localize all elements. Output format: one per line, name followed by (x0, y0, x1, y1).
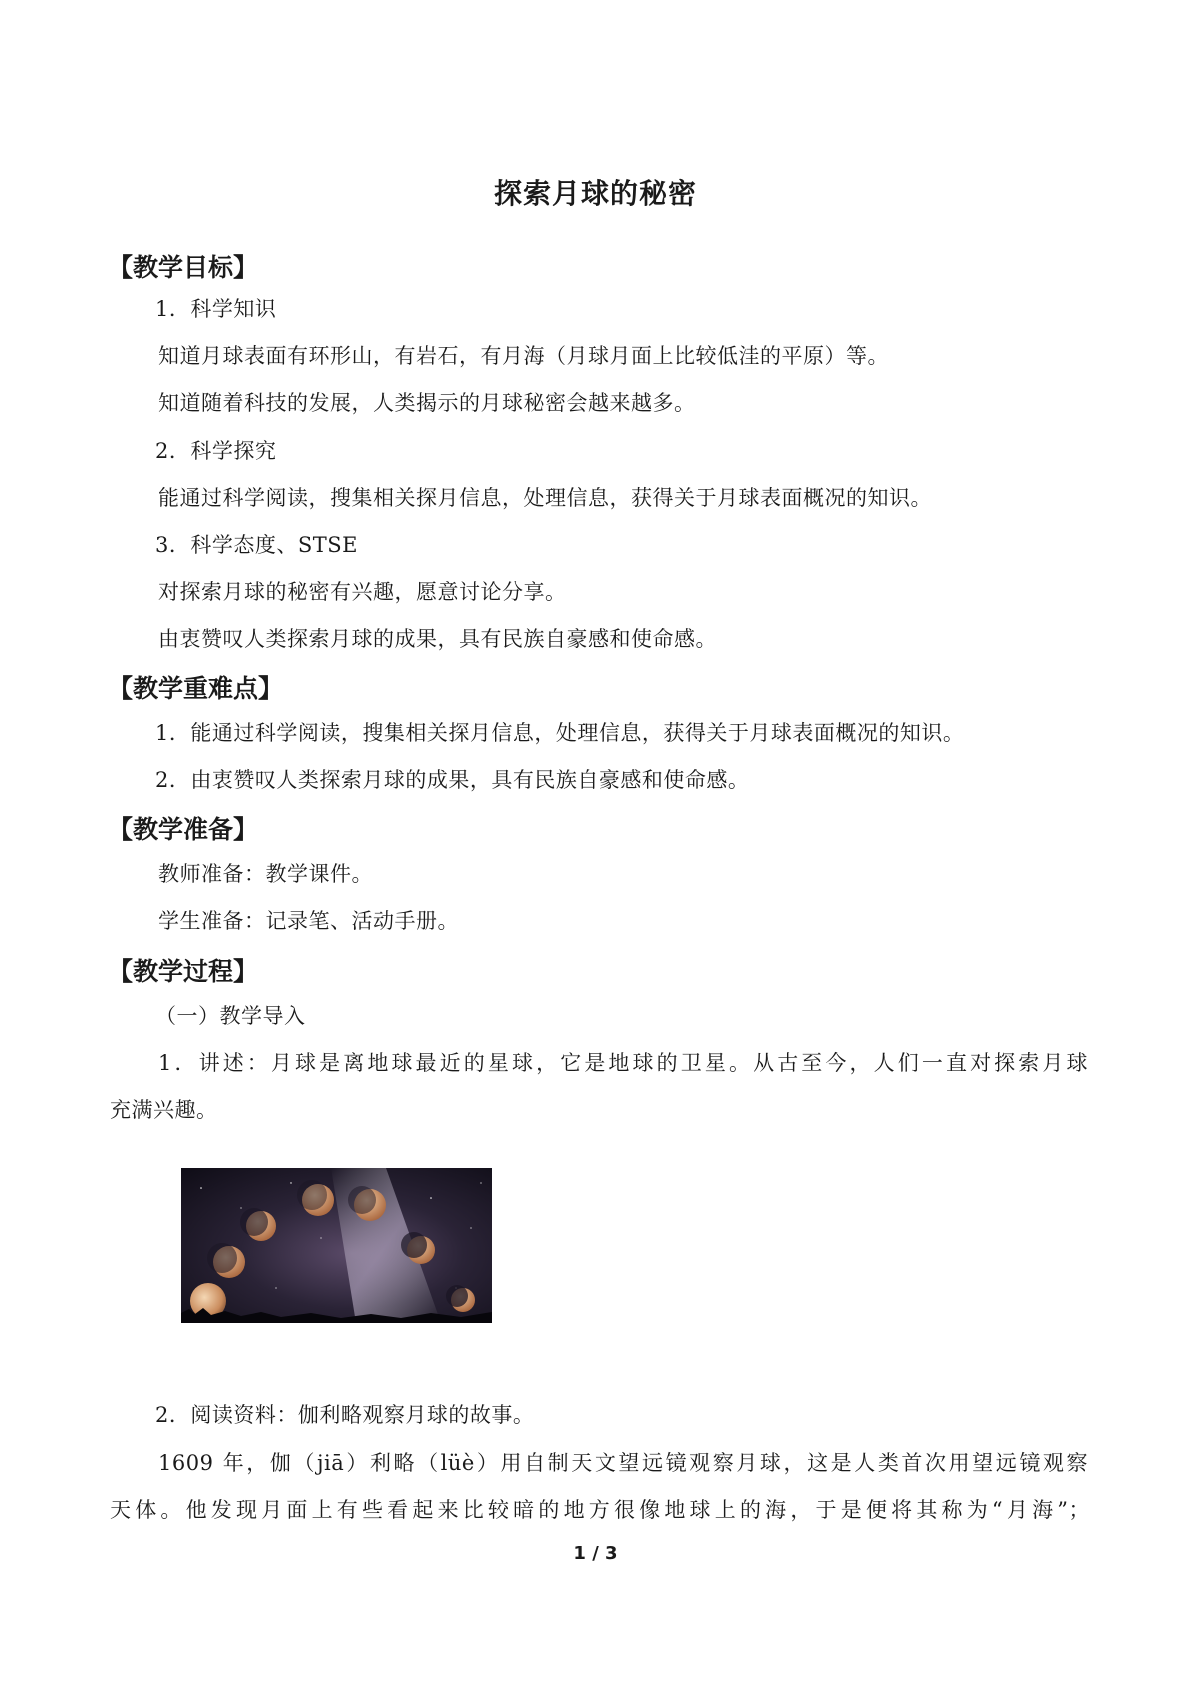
paragraph: 知道随着科技的发展，人类揭示的月球秘密会越来越多。 (158, 391, 696, 415)
section-heading-key-points: 【教学重难点】 (108, 674, 284, 703)
paragraph: 能通过科学阅读，搜集相关探月信息，处理信息，获得关于月球表面概况的知识。 (158, 486, 932, 510)
paragraph: 1．能通过科学阅读，搜集相关探月信息，处理信息，获得关于月球表面概况的知识。 (155, 721, 965, 745)
page-title: 探索月球的秘密 (493, 177, 697, 210)
paragraph: 2．阅读资料：伽利略观察月球的故事。 (155, 1403, 535, 1427)
paragraph: 充满兴趣。 (110, 1098, 218, 1122)
paragraph: 知道月球表面有环形山，有岩石，有月海（月球月面上比较低洼的平原）等。 (158, 344, 889, 368)
paragraph: 天体。他发现月面上有些看起来比较暗的地方很像地球上的海，于是便将其称为“月海”； (110, 1498, 1090, 1522)
paragraph: 由衷赞叹人类探索月球的成果，具有民族自豪感和使命感。 (158, 627, 717, 651)
paragraph: 对探索月球的秘密有兴趣，愿意讨论分享。 (158, 580, 567, 604)
moon-phases-photo (181, 1168, 492, 1323)
section-heading-process: 【教学过程】 (108, 957, 259, 986)
paragraph: 教师准备：教学课件。 (158, 862, 373, 886)
objective-item-title: 2．科学探究 (155, 439, 277, 463)
page-number: 1 / 3 (573, 1543, 618, 1564)
paragraph: 1．讲述：月球是离地球最近的星球，它是地球的卫星。从古至今，人们一直对探索月球 (158, 1051, 1088, 1075)
paragraph: 学生准备：记录笔、活动手册。 (158, 909, 459, 933)
paragraph: 1609 年，伽（jiā）利略（lüè）用自制天文望远镜观察月球，这是人类首次用望远镜观察 (158, 1451, 1088, 1475)
objective-item-title: 3．科学态度、STSE (155, 533, 358, 557)
objective-item-title: 1．科学知识 (155, 297, 277, 321)
subsection-title: （一）教学导入 (155, 1004, 306, 1028)
paragraph: 2．由衷赞叹人类探索月球的成果，具有民族自豪感和使命感。 (155, 768, 750, 792)
section-heading-objectives: 【教学目标】 (108, 253, 259, 282)
section-heading-preparation: 【教学准备】 (108, 815, 259, 844)
